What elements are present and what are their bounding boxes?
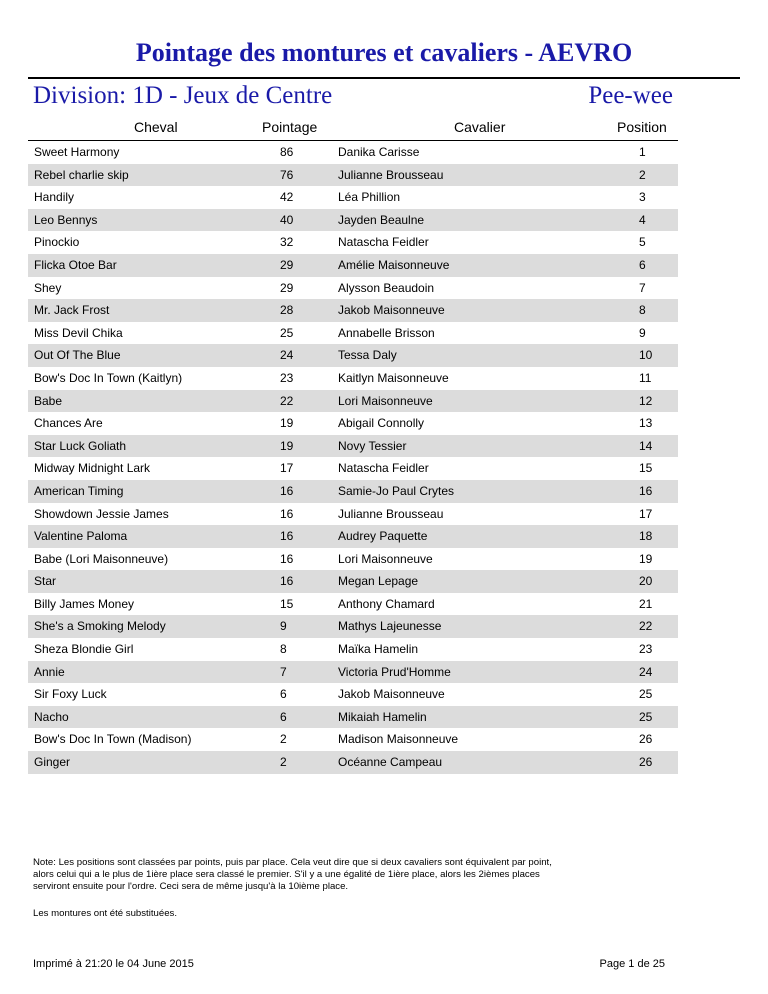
horse-name: Star Luck Goliath bbox=[34, 438, 127, 453]
horse-name: Babe bbox=[34, 393, 63, 408]
column-header-cheval: Cheval bbox=[134, 119, 178, 135]
score: 28 bbox=[280, 303, 294, 318]
rider-name: Amélie Maisonneuve bbox=[338, 257, 450, 272]
score: 2 bbox=[280, 755, 287, 770]
rider-name: Léa Phillion bbox=[338, 190, 401, 205]
horse-name: Babe (Lori Maisonneuve) bbox=[34, 551, 169, 566]
table-row bbox=[28, 277, 678, 300]
horse-name: Midway Midnight Lark bbox=[34, 461, 151, 476]
table-row bbox=[28, 299, 678, 322]
rider-name: Julianne Brousseau bbox=[338, 167, 444, 182]
table-row bbox=[28, 683, 678, 706]
position: 18 bbox=[639, 529, 653, 544]
rider-name: Novy Tessier bbox=[338, 438, 407, 453]
position: 5 bbox=[639, 235, 646, 250]
rider-name: Jayden Beaulne bbox=[338, 212, 425, 227]
table-row bbox=[28, 209, 678, 232]
position: 12 bbox=[639, 393, 653, 408]
table-row bbox=[28, 593, 678, 616]
rider-name: Megan Lepage bbox=[338, 574, 419, 589]
rider-name: Samie-Jo Paul Crytes bbox=[338, 483, 455, 498]
rider-name: Natascha Feidler bbox=[338, 235, 429, 250]
score: 16 bbox=[280, 483, 294, 498]
column-header-position: Position bbox=[617, 119, 667, 135]
rider-name: Audrey Paquette bbox=[338, 529, 428, 544]
score: 16 bbox=[280, 506, 294, 521]
rider-name: Kaitlyn Maisonneuve bbox=[338, 370, 449, 385]
position: 25 bbox=[639, 709, 653, 724]
score: 42 bbox=[280, 190, 294, 205]
position: 14 bbox=[639, 438, 653, 453]
table-row bbox=[28, 412, 678, 435]
rider-name: Julianne Brousseau bbox=[338, 506, 444, 521]
horse-name: Showdown Jessie James bbox=[34, 506, 169, 521]
position: 1 bbox=[639, 145, 646, 159]
position: 6 bbox=[639, 257, 646, 272]
score: 29 bbox=[280, 257, 294, 272]
results-table bbox=[28, 141, 678, 774]
score: 86 bbox=[280, 145, 294, 159]
column-header-cavalier: Cavalier bbox=[454, 119, 506, 135]
position: 21 bbox=[639, 596, 653, 611]
score: 25 bbox=[280, 325, 294, 340]
position: 11 bbox=[639, 370, 652, 385]
horse-name: Out Of The Blue bbox=[34, 348, 121, 363]
position: 23 bbox=[639, 642, 653, 657]
category-label: Pee-wee bbox=[588, 82, 673, 109]
table-row bbox=[28, 254, 678, 277]
horse-name: Valentine Paloma bbox=[34, 529, 128, 544]
rider-name: Annabelle Brisson bbox=[338, 325, 435, 340]
horse-name: Annie bbox=[34, 664, 65, 679]
position: 22 bbox=[639, 619, 653, 634]
rider-name: Lori Maisonneuve bbox=[338, 393, 433, 408]
table-row bbox=[28, 367, 678, 390]
table-row bbox=[28, 525, 678, 548]
position: 19 bbox=[639, 551, 653, 566]
title-divider bbox=[28, 77, 740, 79]
position: 26 bbox=[639, 755, 653, 770]
table-row bbox=[28, 480, 678, 503]
rider-name: Madison Maisonneuve bbox=[338, 732, 459, 747]
table-row bbox=[28, 322, 678, 345]
score: 16 bbox=[280, 529, 294, 544]
table-row bbox=[28, 344, 678, 367]
horse-name: Billy James Money bbox=[34, 596, 135, 611]
table-row bbox=[28, 141, 678, 164]
score: 17 bbox=[280, 461, 294, 476]
rider-name: Océanne Campeau bbox=[338, 755, 443, 770]
horse-name: Sheza Blondie Girl bbox=[34, 642, 134, 657]
position: 2 bbox=[639, 167, 646, 182]
position: 8 bbox=[639, 303, 646, 318]
score: 2 bbox=[280, 732, 287, 747]
horse-name: Mr. Jack Frost bbox=[34, 303, 110, 318]
column-header-pointage: Pointage bbox=[262, 119, 318, 135]
rider-name: Mathys Lajeunesse bbox=[338, 619, 442, 634]
table-row bbox=[28, 728, 678, 751]
horse-name: Handily bbox=[34, 190, 75, 205]
rider-name: Jakob Maisonneuve bbox=[338, 303, 445, 318]
rider-name: Natascha Feidler bbox=[338, 461, 429, 476]
rider-name: Lori Maisonneuve bbox=[338, 551, 433, 566]
score: 15 bbox=[280, 596, 294, 611]
horse-name: Miss Devil Chika bbox=[34, 325, 123, 340]
score: 23 bbox=[280, 370, 294, 385]
table-row bbox=[28, 570, 678, 593]
position: 13 bbox=[639, 416, 653, 431]
score: 29 bbox=[280, 280, 294, 295]
table-row bbox=[28, 638, 678, 661]
table-row bbox=[28, 231, 678, 254]
position: 15 bbox=[639, 461, 653, 476]
position: 20 bbox=[639, 574, 653, 589]
ranking-note: Note: Les positions sont classées par points, puis par place. Cela veut dire que si deux cavaliers sont équivalent par point, alors celui qui a le plus de 1ière place sera classé le premier. S'il y a une égalité de 1ière place, alors les 2ièmes places serviront ensuite pour l'ordre. Ceci sera de même jusqu'à la 10ième place. bbox=[33, 857, 552, 892]
horse-name: Shey bbox=[34, 280, 62, 295]
score: 6 bbox=[280, 709, 287, 724]
horse-name: Rebel charlie skip bbox=[34, 167, 129, 182]
horse-name: Ginger bbox=[34, 755, 71, 770]
score: 24 bbox=[280, 348, 294, 363]
score: 19 bbox=[280, 416, 294, 431]
horse-name: American Timing bbox=[34, 483, 124, 498]
horse-name: Bow's Doc In Town (Madison) bbox=[34, 732, 192, 747]
print-timestamp: Imprimé à 21:20 le 04 June 2015 bbox=[33, 958, 194, 970]
substitution-note: Les montures ont été substituées. bbox=[33, 908, 177, 919]
score: 6 bbox=[280, 687, 287, 702]
rider-name: Alysson Beaudoin bbox=[338, 280, 435, 295]
page-number: Page 1 de 25 bbox=[599, 958, 665, 970]
rider-name: Abigail Connolly bbox=[338, 416, 425, 431]
score: 76 bbox=[280, 167, 294, 182]
horse-name: Bow's Doc In Town (Kaitlyn) bbox=[34, 370, 183, 385]
score: 8 bbox=[280, 642, 287, 657]
position: 3 bbox=[639, 190, 646, 205]
horse-name: Flicka Otoe Bar bbox=[34, 257, 117, 272]
score: 16 bbox=[280, 551, 294, 566]
score: 32 bbox=[280, 235, 294, 250]
position: 17 bbox=[639, 506, 653, 521]
page-title: Pointage des montures et cavaliers - AEVRO bbox=[135, 38, 633, 67]
table-row bbox=[28, 548, 678, 571]
score: 16 bbox=[280, 574, 294, 589]
score: 19 bbox=[280, 438, 294, 453]
rider-name: Anthony Chamard bbox=[338, 596, 435, 611]
rider-name: Victoria Prud'Homme bbox=[338, 664, 451, 679]
horse-name: Nacho bbox=[34, 709, 69, 724]
table-row bbox=[28, 186, 678, 209]
rider-name: Jakob Maisonneuve bbox=[338, 687, 445, 702]
table-row bbox=[28, 706, 678, 729]
table-row bbox=[28, 435, 678, 458]
horse-name: Sir Foxy Luck bbox=[34, 687, 107, 702]
score: 7 bbox=[280, 664, 287, 679]
position: 26 bbox=[639, 732, 653, 747]
table-row bbox=[28, 751, 678, 774]
division-label: Division: 1D - Jeux de Centre bbox=[33, 82, 333, 109]
score: 40 bbox=[280, 212, 294, 227]
score: 22 bbox=[280, 393, 294, 408]
position: 10 bbox=[639, 348, 653, 363]
rider-name: Mikaiah Hamelin bbox=[338, 709, 427, 724]
position: 16 bbox=[639, 483, 653, 498]
rider-name: Maïka Hamelin bbox=[338, 642, 419, 657]
position: 7 bbox=[639, 280, 646, 295]
rider-name: Danika Carisse bbox=[338, 145, 420, 159]
table-row bbox=[28, 503, 678, 526]
horse-name: She's a Smoking Melody bbox=[34, 619, 166, 634]
horse-name: Star bbox=[34, 574, 57, 589]
table-row bbox=[28, 164, 678, 187]
score: 9 bbox=[280, 619, 287, 634]
position: 9 bbox=[639, 325, 646, 340]
table-row bbox=[28, 661, 678, 684]
rider-name: Tessa Daly bbox=[338, 348, 397, 363]
horse-name: Chances Are bbox=[34, 416, 103, 431]
horse-name: Pinockio bbox=[34, 235, 80, 250]
horse-name: Leo Bennys bbox=[34, 212, 98, 227]
table-row bbox=[28, 615, 678, 638]
horse-name: Sweet Harmony bbox=[34, 145, 120, 159]
table-row bbox=[28, 390, 678, 413]
position: 4 bbox=[639, 212, 646, 227]
position: 25 bbox=[639, 687, 653, 702]
position: 24 bbox=[639, 664, 653, 679]
table-row bbox=[28, 457, 678, 480]
